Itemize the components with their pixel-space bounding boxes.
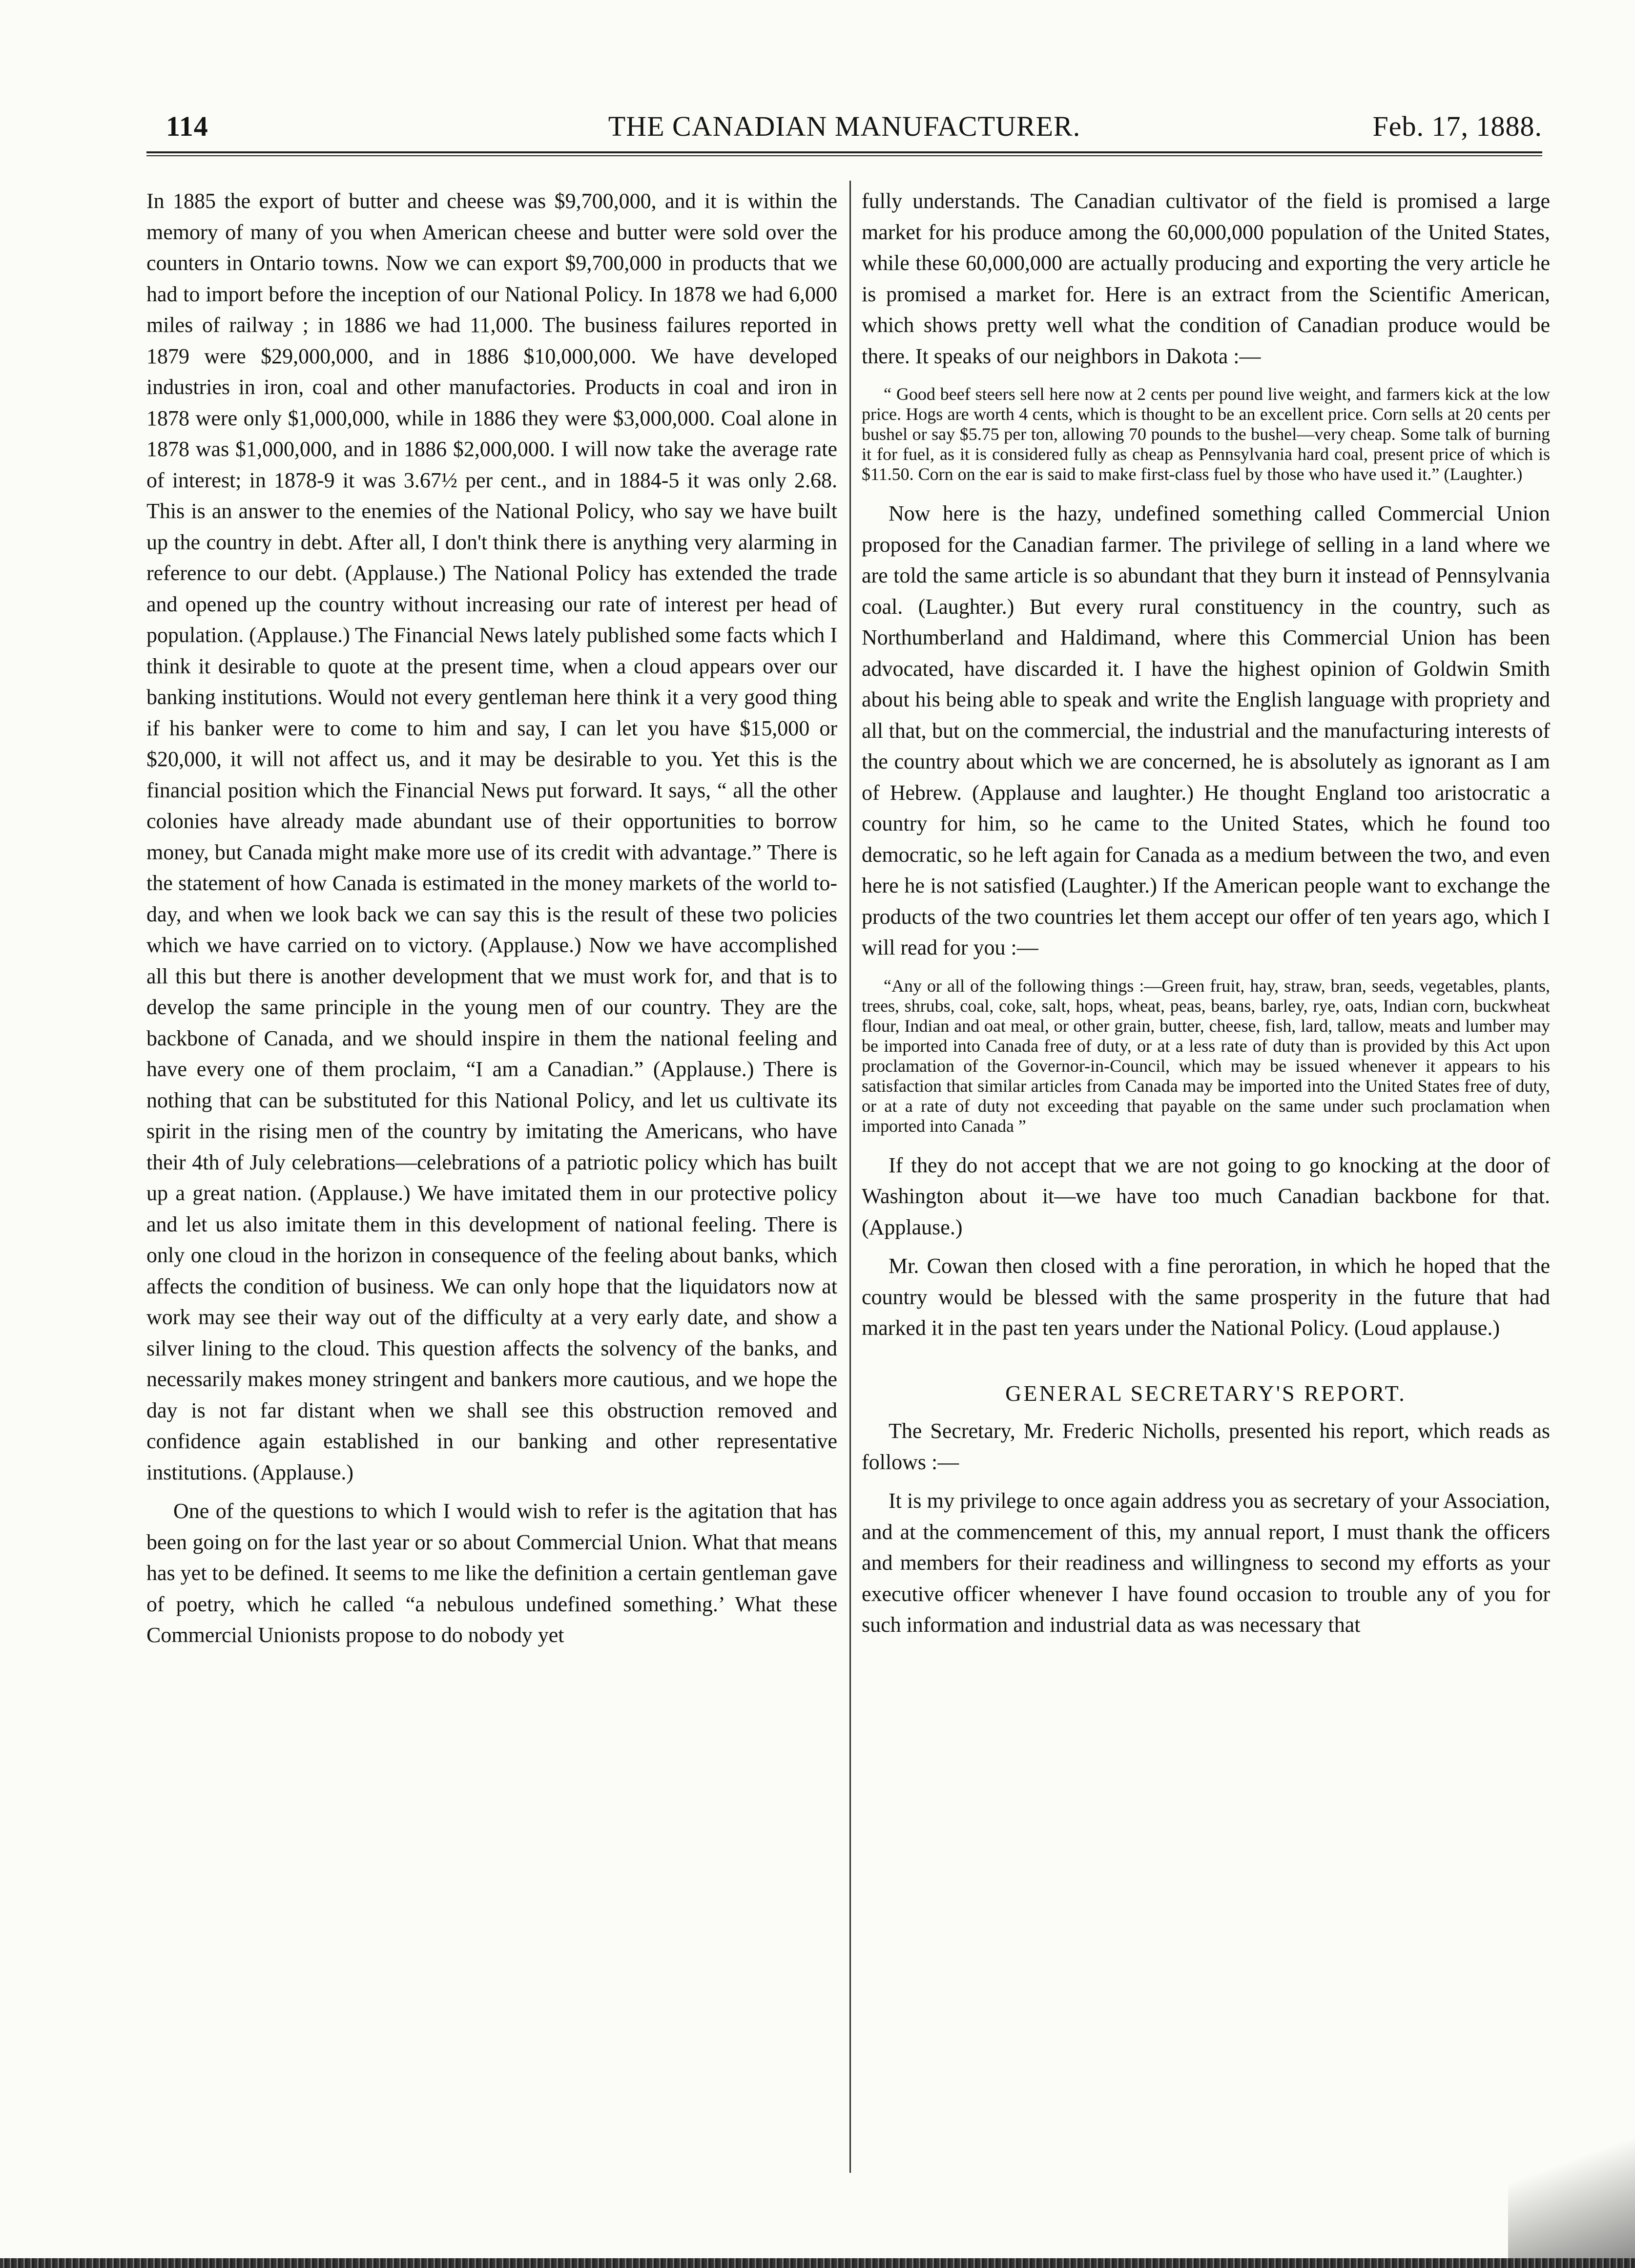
page-edge-shadow [1508, 2075, 1635, 2268]
left-column [146, 186, 837, 1651]
left-paragraph-1: In 1885 the export of butter and cheese was $9,700,000, and it is within the memory of many of you when American cheese and butter were sold over the counters in Ontario towns. Now we can export $9,700,000 in products that we had to import before the inception of our National Policy. In 1878 we had 6,000 miles of railway ; in 1886 we had 11,000. The business failures reported in 1879 were $29,000,000, and in 1886 $10,000,000. We have developed industries in iron, coal and other manufactories. Products in coal and iron in 1878 were only $1,000,000, while in 1886 they were $3,000,000. Coal alone in 1878 was $1,000,000, and in 1886 $2,000,000. I will now take the average rate of interest; in 1878-9 it was 3.67½ per cent., and in 1884-5 it was only 2.68. This is an answer to the enemies of the National Policy, who say we have built up the country in debt. After all, I don't think there is anything very alarming in reference to our debt. (Applause.) The National Policy has extended the trade and opened up the country without increasing our rate of interest per head of population. (Applause.) The Financial News lately published some facts which I think it desirable to quote at the present time, when a cloud appears over our banking institutions. Would not every gentleman here think it a very good thing if his banker were to come to him and say, I can let you have $15,000 or $20,000, it will not affect us, and it may be desirable to you. Yet this is the financial position which the Financial News put forward. It says, “ all the other colonies have already made abundant use of their opportunities to borrow money, but Canada might make more use of its credit with advantage.” There is the statement of how Canada is estimated in the money markets of the world to-day, and when we look back we can say this is the result of these two policies which we have carried on to victory. (Applause.) Now we have accomplished all this but there is another development that we must work for, and that is to develop the same principle in the young men of our country. They are the backbone of Canada, and we should inspire in them the national feeling and have every one of them proclaim, “I am a Canadian.” (Applause.) There is nothing that can be substituted for this National Policy, and let us cultivate its spirit in the rising men of the country by imitating the Americans, who have their 4th of July celebrations—celebrations of a patriotic policy which has built up a great nation. (Applause.) We have imitated them in our protective policy and let us also imitate them in this development of national feeling. There is only one cloud in the horizon in consequence of the feeling about banks, which affects the condition of business. We can only hope that the liquidators now at work may see their way out of the difficulty at a very early date, and show a silver lining to the cloud. This question affects the solvency of the banks, and necessarily makes money stringent and bankers more cautious, and we hope the day is not far distant when we shall see this obstruction removed and confidence again established in our banking and other representative institutions. (Applause.) [146, 189, 837, 1484]
right-column [862, 186, 1550, 1641]
right-paragraph-6: It is my privilege to once again address you as secretary of your Association, and at the commencement of this, my annual report, I must thank the officers and members for their readiness and willingness to second my efforts as your executive officer whenever I have found occasion to trouble any of you for such information and industrial data as was necessary that [862, 1489, 1550, 1637]
issue-date: Feb. 17, 1888. [1372, 110, 1542, 142]
section-heading: GENERAL SECRETARY'S REPORT. [1005, 1380, 1407, 1406]
page-bottom-edge [0, 2258, 1635, 2268]
right-paragraph-1: fully understands. The Canadian cultivator of the field is promised a large market for his produce among the 60,000,000 population of the United States, while these 60,000,000 are actually producing and exporting the very article he is promised a market for. Here is an extract from the Scientific American, which shows pretty well what the condition of Canadian produce would be there. It speaks of our neighbors in Dakota :— [862, 189, 1550, 368]
header-rule-thin [146, 155, 1542, 156]
right-paragraph-5: The Secretary, Mr. Frederic Nicholls, presented his report, which reads as follows :— [862, 1419, 1550, 1474]
left-paragraph-2: One of the questions to which I would wish to refer is the agitation that has been going on for the last year or so about Commercial Union. What that means has yet to be defined. It seems to me like the definition a certain gentleman gave of poetry, which he called “a nebulous undefined something.’ What these Commercial Unionists propose to do nobody yet [146, 1499, 837, 1647]
tariff-quote: “Any or all of the following things :—Green fruit, hay, straw, bran, seeds, vegetables, plants, trees, shrubs, coal, coke, salt, hops, wheat, peas, beans, barley, rye, oats, Indian corn, buckwheat flour, Indian and oat meal, or other grain, butter, cheese, fish, lard, tallow, meats and lumber may be imported into Canada free of duty, or at a less rate of duty than is provided by this Act upon proclamation of the Governor-in-Council, which may be issued whenever it appears to his satisfaction that similar articles from Canada may be imported into the United States free of duty, or at a rate of duty not exceeding that payable on the same under such proclamation when imported into Canada ” [862, 976, 1550, 1136]
dakota-quote: “ Good beef steers sell here now at 2 cents per pound live weight, and farmers kick at the low price. Hogs are worth 4 cents, which is thought to be an excellent price. Corn sells at 20 cents per bushel or say $5.75 per ton, allowing 70 pounds to the bushel—very cheap. Some talk of burning it for fuel, as it is considered fully as cheap as Pennsylvania hard coal, present price of which is $11.50. Corn on the ear is said to make first-class fuel by those who have used it.” (Laughter.) [862, 384, 1550, 484]
right-paragraph-4: Mr. Cowan then closed with a fine peroration, in which he hoped that the country would be blessed with the same prosperity in the future that had marked it in the past ten years under the National Policy. (Loud applause.) [862, 1254, 1550, 1340]
right-paragraph-2: Now here is the hazy, undefined something called Commercial Union proposed for the Canadian farmer. The privilege of selling in a land where we are told the same article is so abundant that they burn it instead of Pennsylvania coal. (Laughter.) But every rural constituency in the country, such as Northumberland and Haldimand, where this Commercial Union has been advocated, have discarded it. I have the highest opinion of Goldwin Smith about his being able to speak and write the English language with propriety and all that, but on the commercial, the industrial and the manufacturing interests of the country about which we are concerned, he is absolutely as ignorant as I am of Hebrew. (Applause and laughter.) He thought England too aristocratic a country for him, so he came to the United States, which he found too democratic, so he left again for Canada as a medium between the two, and even here he is not satisfied (Laughter.) If the American people want to exchange the products of the two countries let them accept our offer of ten years ago, which I will read for you :— [862, 501, 1550, 959]
right-paragraph-3: If they do not accept that we are not going to go knocking at the door of Washington about it—we have too much Canadian backbone for that. (Applause.) [862, 1153, 1550, 1239]
page-header [146, 110, 1542, 144]
column-divider [849, 181, 851, 2173]
header-rule [146, 151, 1542, 153]
journal-title: THE CANADIAN MANUFACTURER. [608, 110, 1081, 142]
page-number: 114 [166, 110, 208, 142]
